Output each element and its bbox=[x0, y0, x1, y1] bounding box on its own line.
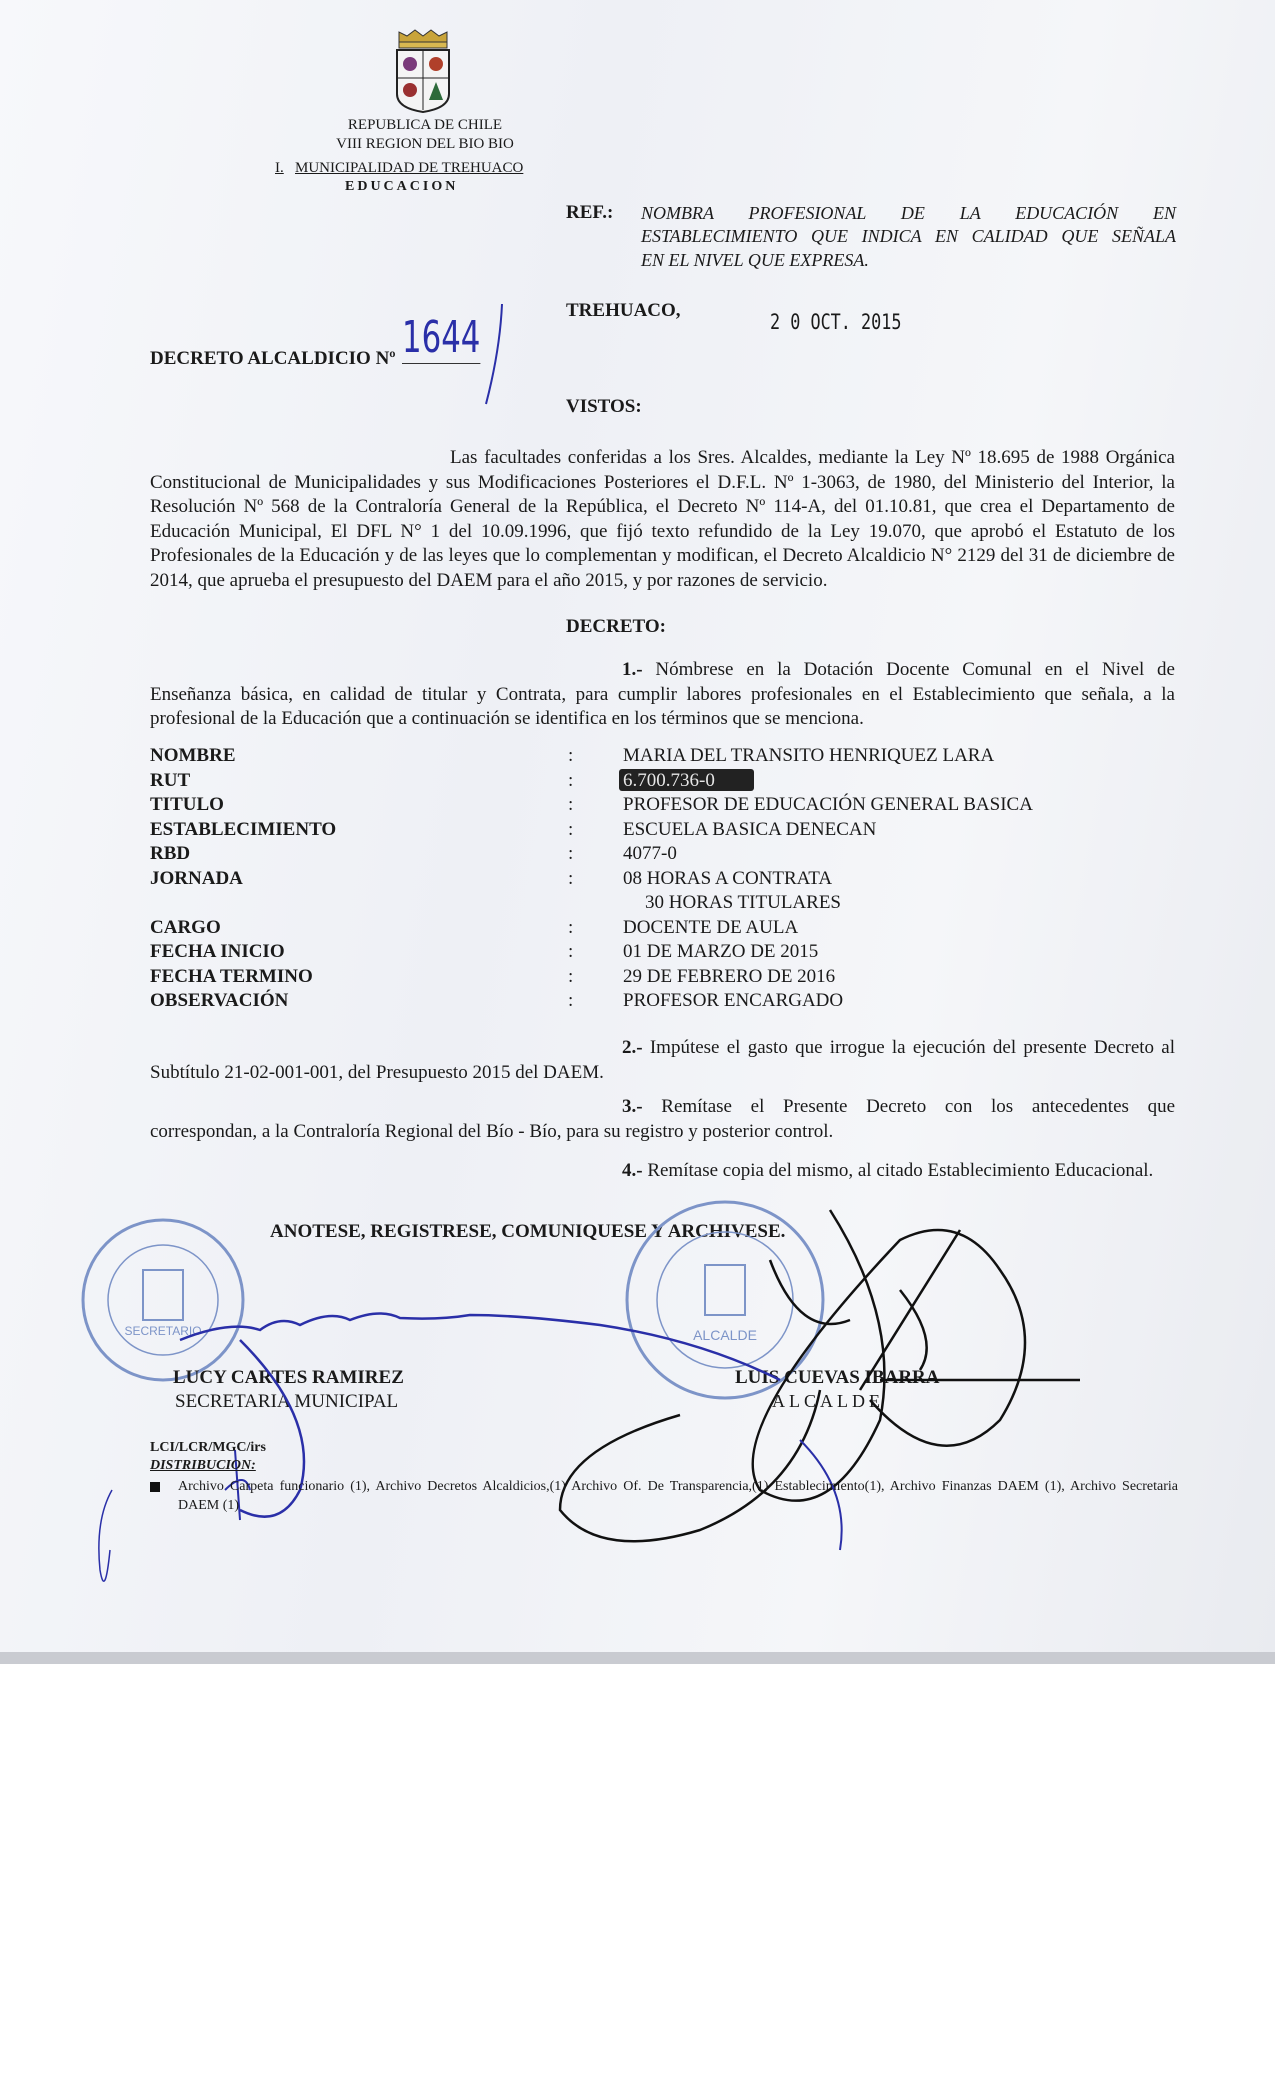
vistos-heading: VISTOS: bbox=[566, 396, 642, 417]
field-colon: : bbox=[568, 965, 574, 987]
header-country: REPUBLICA DE CHILE bbox=[347, 117, 503, 133]
field-value: ESCUELA BASICA DENECAN bbox=[623, 818, 877, 840]
decree-label: DECRETO ALCALDICIO Nº bbox=[150, 348, 396, 369]
svg-text:ALCALDE: ALCALDE bbox=[693, 1327, 757, 1343]
header-department: EDUCACION bbox=[345, 179, 459, 194]
right-signer-name: LUIS CUEVAS IBARRA bbox=[735, 1367, 940, 1388]
vistos-text: Las facultades conferidas a los Sres. Alcaldes, mediante la Ley Nº 18.695 de 1988 Orgánica Constitucional de Municipalidades y sus Modificaciones Posteriores el D.F.L. Nº 1-3063, de 1980, del Ministerio del Interior, la Resolución Nº 568 de la Contraloría General de la República, el Decreto Nº 114-A, del 01.10.81, que crea el Departamento de Educación Municipal, El DFL N° 1 del 10.09.1996, que fijó texto refundido de la Ley 19.070, que aprobó el Estatuto de los Profesionales de la Educación y de las leyes que lo complementan y modifican, el Decreto Alcaldicio N° 2129 del 31 de diciembre de 2014, que aprueba el presupuesto del DAEM para el año 2015, y por razones de servicio. bbox=[150, 447, 1175, 591]
field-colon: : bbox=[568, 794, 574, 815]
left-signer-title: SECRETARIA MUNICIPAL bbox=[175, 1391, 399, 1412]
left-signer-name: LUCY CARTES RAMIREZ bbox=[173, 1367, 404, 1388]
municipal-crest-logo bbox=[393, 28, 453, 114]
field-colon: : bbox=[568, 867, 574, 889]
field-colon: : bbox=[568, 843, 574, 864]
item-3 bbox=[150, 1095, 1175, 1144]
field-label: ESTABLECIMIENTO bbox=[150, 818, 337, 840]
right-signer-title: ALCALDE bbox=[772, 1391, 884, 1411]
field-label: NOMBRE bbox=[150, 745, 236, 766]
ref-line-1: NOMBRA PROFESIONAL DE LA EDUCACIÓN EN bbox=[641, 203, 1176, 223]
field-colon: : bbox=[568, 990, 574, 1011]
field-label: CARGO bbox=[150, 916, 221, 938]
distribution-list: Archivo Carpeta funcionario (1), Archivo Decretos Alcaldicios,(1) Archivo Of. De Transparencia,(1) Establecimiento(1), Archivo Finanzas DAEM (1), Archivo Secretaria DAEM (1) bbox=[178, 1479, 1178, 1513]
initials: LCI/LCR/MGC/irs bbox=[150, 1440, 266, 1455]
field-colon: : bbox=[568, 745, 574, 766]
place: TREHUACO, bbox=[566, 300, 681, 321]
field-label: RBD bbox=[150, 843, 191, 864]
field-label: JORNADA bbox=[150, 867, 243, 889]
date-stamp: 2 0 OCT. 2015 bbox=[770, 310, 902, 334]
header-municipality bbox=[275, 160, 523, 177]
bullet-icon bbox=[150, 1482, 160, 1492]
item-4 bbox=[150, 1154, 1175, 1187]
field-colon: : bbox=[568, 941, 574, 962]
pen-stroke bbox=[480, 300, 510, 410]
field-colon: : bbox=[568, 769, 574, 791]
field-value: 6.700.736-0 bbox=[623, 769, 715, 791]
item-1 bbox=[150, 658, 1175, 732]
ref-line-3: EN EL NIVEL QUE EXPRESA. bbox=[641, 250, 869, 270]
closing-formula: ANOTESE, REGISTRESE, COMUNIQUESE Y ARCHIVESE. bbox=[270, 1221, 786, 1242]
handwritten-signatures bbox=[0, 1190, 1275, 1610]
field-colon: : bbox=[568, 916, 574, 938]
vistos-paragraph bbox=[150, 446, 1175, 593]
item-2 bbox=[150, 1036, 1175, 1085]
field-value: 01 DE MARZO DE 2015 bbox=[623, 941, 819, 962]
svg-text:SECRETARIO: SECRETARIO bbox=[124, 1324, 202, 1338]
field-value: PROFESOR ENCARGADO bbox=[623, 990, 844, 1011]
field-value: MARIA DEL TRANSITO HENRIQUEZ LARA bbox=[623, 745, 995, 766]
decreto-heading: DECRETO: bbox=[566, 616, 666, 637]
decree-number-handwritten: 1644 bbox=[402, 312, 481, 363]
item-2-number: 2.- bbox=[622, 1037, 643, 1058]
field-value: 29 DE FEBRERO DE 2016 bbox=[623, 965, 836, 987]
field-label: OBSERVACIÓN bbox=[150, 990, 289, 1011]
field-value: 08 HORAS A CONTRATA bbox=[623, 867, 833, 889]
item-4-number: 4.- bbox=[622, 1160, 643, 1181]
item-3-text: Remítase el Presente Decreto con los antecedentes que correspondan, a la Contraloría Regional del Bío - Bío, para su registro y posterior control. bbox=[150, 1096, 1176, 1142]
ref-label: REF.: bbox=[566, 202, 614, 223]
item-1-text: Nómbrese en la Dotación Docente Comunal en el Nivel de Enseñanza básica, en calidad de titular y Contrata, para cumplir labores profesionales en el Establecimiento que señala, a la profesional de la Educación que a continuación se identifica en los términos que se menciona. bbox=[150, 659, 1175, 729]
header-prefix: I. bbox=[275, 160, 284, 176]
item-4-text: Remítase copia del mismo, al citado Establecimiento Educacional. bbox=[647, 1160, 1154, 1181]
field-label: FECHA INICIO bbox=[150, 941, 285, 962]
field-value: PROFESOR DE EDUCACIÓN GENERAL BASICA bbox=[623, 794, 1033, 815]
item-2-text: Impútese el gasto que irrogue la ejecución del presente Decreto al Subtítulo 21-02-001-001, del Presupuesto 2015 del DAEM. bbox=[150, 1037, 1176, 1083]
header-region: VIII REGION DEL BIO BIO bbox=[336, 136, 514, 152]
field-label: FECHA TERMINO bbox=[150, 965, 313, 987]
ref-line-2: ESTABLECIMIENTO QUE INDICA EN CALIDAD QUE SEÑALA bbox=[641, 226, 1176, 246]
field-label: TITULO bbox=[150, 794, 224, 815]
distribution-heading: DISTRIBUCION: bbox=[150, 1458, 256, 1473]
field-value: DOCENTE DE AULA bbox=[623, 916, 799, 938]
header-municipality-name: MUNICIPALIDAD DE TREHUACO bbox=[295, 160, 524, 176]
scan-edge bbox=[0, 1652, 1275, 1664]
item-3-number: 3.- bbox=[622, 1096, 643, 1117]
field-value: 4077-0 bbox=[623, 843, 677, 864]
field-value: 30 HORAS TITULARES bbox=[645, 892, 841, 913]
field-label: RUT bbox=[150, 769, 191, 791]
item-1-number: 1.- bbox=[622, 659, 643, 680]
field-colon: : bbox=[568, 818, 574, 840]
